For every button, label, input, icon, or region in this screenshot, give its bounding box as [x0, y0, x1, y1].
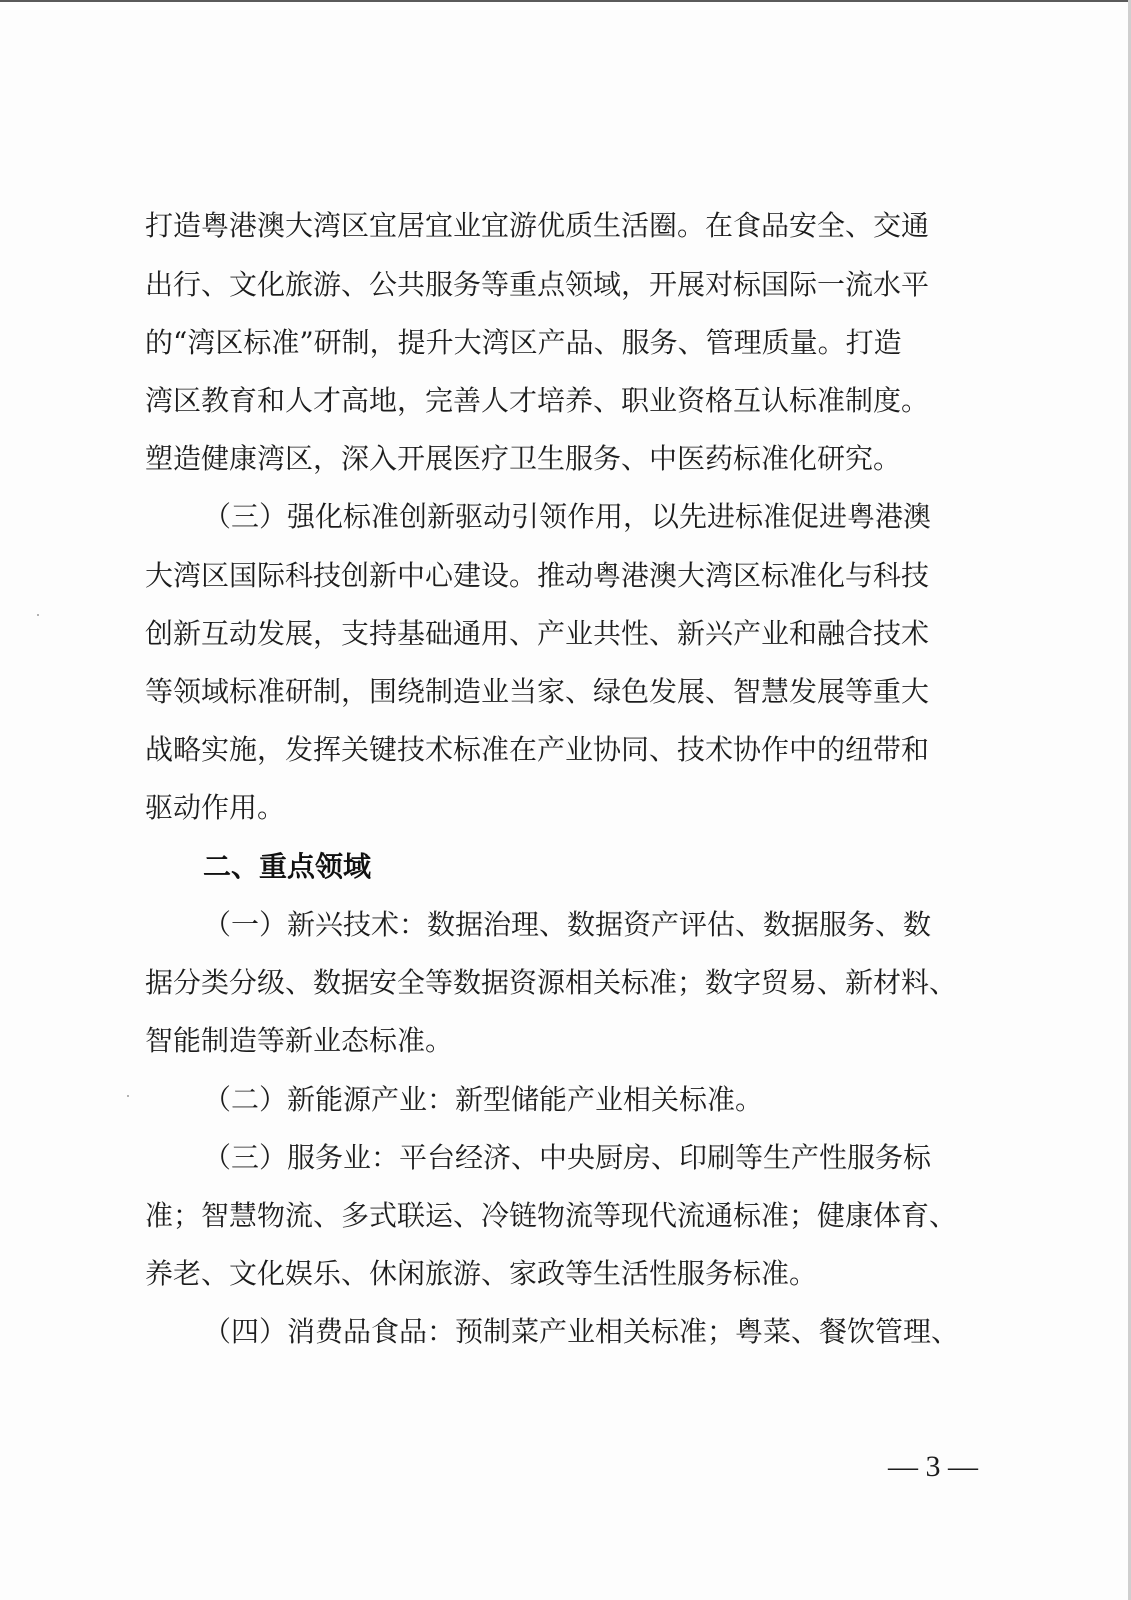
body-line: 塑造健康湾区，深入开展医疗卫生服务、中医药标准化研究。 [145, 442, 902, 475]
body-line: 大湾区国际科技创新中心建设。推动粤港澳大湾区标准化与科技 [145, 559, 930, 592]
paragraph-start-line: （一）新兴技术：数据治理、数据资产评估、数据服务、数 [203, 908, 932, 941]
paragraph-start-line: （二）新能源产业：新型储能产业相关标准。 [203, 1083, 764, 1116]
body-line: 出行、文化旅游、公共服务等重点领域，开展对标国际一流水平 [145, 268, 930, 301]
body-line: 智能制造等新业态标准。 [145, 1024, 454, 1057]
body-line: 准；智慧物流、多式联运、冷链物流等现代流通标准；健康体育、 [145, 1199, 958, 1232]
body-line: 的“湾区标准”研制，提升大湾区产品、服务、管理质量。打造 [145, 326, 902, 359]
body-line: 创新互动发展，支持基础通用、产业共性、新兴产业和融合技术 [145, 617, 930, 650]
body-line: 据分类分级、数据安全等数据资源相关标准；数字贸易、新材料、 [145, 966, 958, 999]
scan-top-edge [0, 0, 1131, 2]
scan-speck [127, 1095, 129, 1097]
paragraph-start-line: （三）服务业：平台经济、中央厨房、印刷等生产性服务标 [203, 1141, 932, 1174]
page-number: — 3 — [888, 1450, 978, 1483]
paragraph-start-line: （三）强化标准创新驱动引领作用，以先进标准促进粤港澳 [203, 500, 932, 533]
body-line: 湾区教育和人才高地，完善人才培养、职业资格互认标准制度。 [145, 384, 930, 417]
body-line: 等领域标准研制，围绕制造业当家、绿色发展、智慧发展等重大 [145, 675, 930, 708]
body-line: 战略实施，发挥关键技术标准在产业协同、技术协作中的纽带和 [145, 733, 930, 766]
section-heading: 二、重点领域 [203, 850, 372, 883]
body-line: 养老、文化娱乐、休闲旅游、家政等生活性服务标准。 [145, 1257, 818, 1290]
paragraph-start-line: （四）消费品食品：预制菜产业相关标准；粤菜、餐饮管理、 [203, 1315, 960, 1348]
body-line: 驱动作用。 [145, 791, 286, 824]
scan-speck [37, 614, 39, 616]
body-line: 打造粤港澳大湾区宜居宜业宜游优质生活圈。在食品安全、交通 [145, 209, 930, 242]
